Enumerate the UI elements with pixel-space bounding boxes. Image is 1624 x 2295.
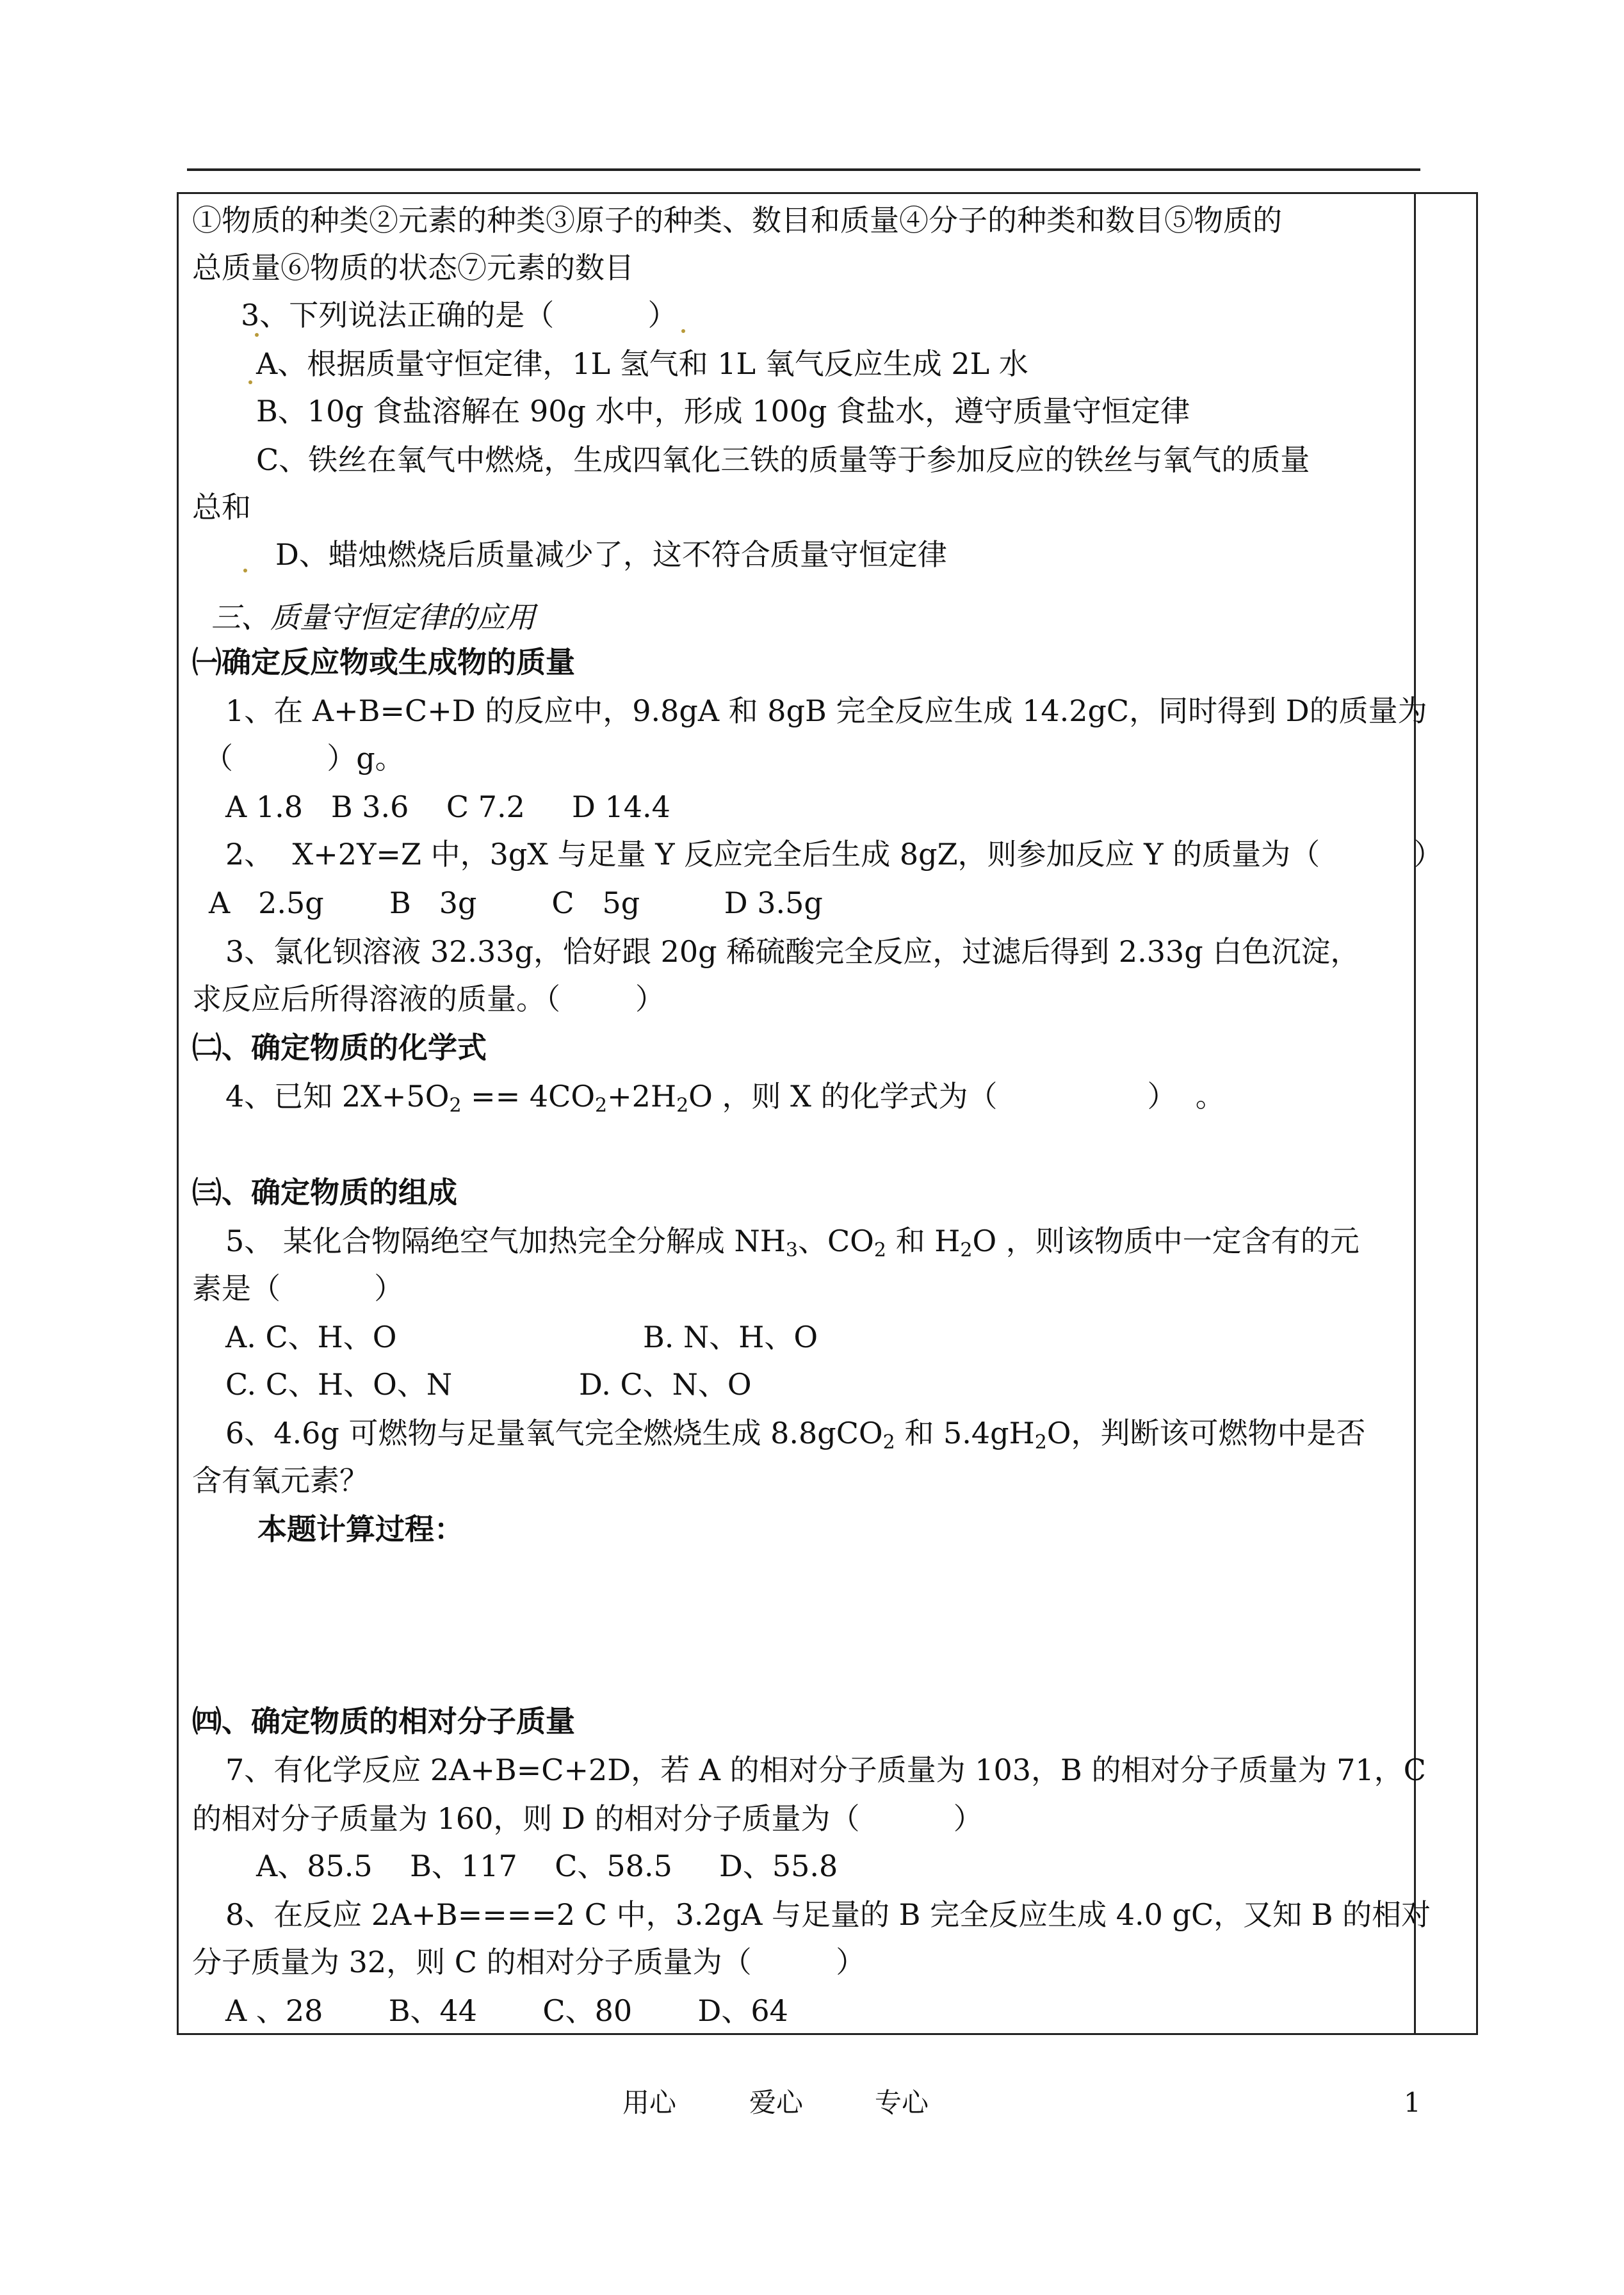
problem-2: 2、 X+2Y=Z 中，3gX 与足量 Y 反应完全后生成 8gZ，则参加反应 Y 的质量为（ ）: [225, 837, 1443, 872]
subsection-heading-4: ㈣、确定物质的相对分子质量: [192, 1704, 575, 1739]
option-b: B、10g 食盐溶解在 90g 水中，形成 100g 食盐水，遵守质量守恒定律: [256, 394, 1190, 428]
subsection-heading-2: ㈡、确定物质的化学式: [192, 1030, 487, 1065]
problem-2-options: A 2.5g B 3g C 5g D 3.5g: [209, 886, 823, 920]
option-c: C、铁丝在氧气中燃烧，生成四氧化三铁的质量等于参加反应的铁丝与氧气的质量: [256, 442, 1310, 477]
subsection-heading-3: ㈢、确定物质的组成: [192, 1175, 457, 1210]
footer-text-2: 爱心: [749, 2087, 804, 2118]
problem-1-cont: （ ）g。: [204, 741, 405, 775]
problem-3: 3、氯化钡溶液 32.33g，恰好跟 20g 稀硫酸完全反应，过滤后得到 2.33g 白色沉淀，: [225, 934, 1360, 969]
problem-7-cont: 的相对分子质量为 160，则 D 的相对分子质量为（ ）: [192, 1801, 983, 1836]
problem-5-option-b: B. N、H、O: [643, 1320, 818, 1354]
problem-6-cont: 含有氧元素？: [192, 1463, 369, 1498]
problem-5-option-d: D. C、N、O: [579, 1367, 752, 1402]
problem-8-cont: 分子质量为 32，则 C 的相对分子质量为（ ）: [192, 1945, 866, 1979]
text-line: ①物质的种类②元素的种类③原子的种类、数目和质量④分子的种类和数目⑤物质的: [192, 203, 1282, 238]
scan-speck: [248, 380, 252, 384]
problem-5-option-c: C. C、H、O、N: [225, 1367, 453, 1402]
problem-3-cont: 求反应后所得溶液的质量。（ ）: [192, 982, 665, 1016]
option-a: A、根据质量守恒定律，1L 氢气和 1L 氧气反应生成 2L 水: [256, 346, 1028, 381]
section-heading: 三、质量守恒定律的应用: [211, 600, 535, 635]
scan-speck: [243, 569, 247, 572]
text-line: 总质量⑥物质的状态⑦元素的数目: [192, 250, 634, 285]
page-number: 1: [1404, 2087, 1421, 2118]
problem-1-options: A 1.8 B 3.6 C 7.2 D 14.4: [225, 790, 670, 824]
problem-6: 6、4.6g 可燃物与足量氧气完全燃烧生成 8.8gCO$_2$ 和 $5.4gH_2O$，判断该可燃物中是否: [225, 1416, 1366, 1454]
option-c-cont: 总和: [192, 490, 251, 524]
problem-5: 5、 某化合物隔绝空气加热完全分解成 $NH_3$、$CO_2$ 和 $H_2O$ ，则该物质中一定含有的元: [225, 1224, 1360, 1261]
calculation-label: 本题计算过程：: [257, 1512, 464, 1546]
problem-5-cont: 素是（ ）: [192, 1271, 404, 1306]
footer-text-1: 用心: [622, 2087, 677, 2118]
problem-7: 7、有化学反应 2A+B=C+2D，若 A 的相对分子质量为 103，B 的相对分子质量为 71，C: [225, 1753, 1426, 1787]
header-rule: [187, 168, 1420, 171]
question-3: 3、下列说法正确的是（ ）: [241, 298, 678, 332]
subsection-heading-1: ㈠确定反应物或生成物的质量: [192, 645, 575, 679]
problem-1: 1、在 A+B=C+D 的反应中，9.8gA 和 8gB 完全反应生成 14.2gC，同时得到 D的质量为: [225, 693, 1427, 728]
problem-7-options: A、85.5 B、117 C、58.5 D、55.8: [256, 1849, 838, 1883]
footer-text-3: 专心: [875, 2087, 929, 2118]
problem-8-options: A 、28 B、44 C、80 D、64: [225, 1993, 788, 2028]
scan-speck: [681, 329, 685, 333]
problem-8: 8、在反应 2A+B====2 C 中，3.2gA 与足量的 B 完全反应生成 4.0 gC，又知 B 的相对: [225, 1897, 1431, 1932]
problem-5-option-a: A. C、H、O: [225, 1320, 397, 1354]
option-d: D、蜡烛燃烧后质量减少了，这不符合质量守恒定律: [275, 537, 947, 572]
problem-4: 4、已知 $2X+5O_2 == 4CO_2+2H_2O$ ，则 X 的化学式为（ ） 。: [225, 1079, 1225, 1117]
